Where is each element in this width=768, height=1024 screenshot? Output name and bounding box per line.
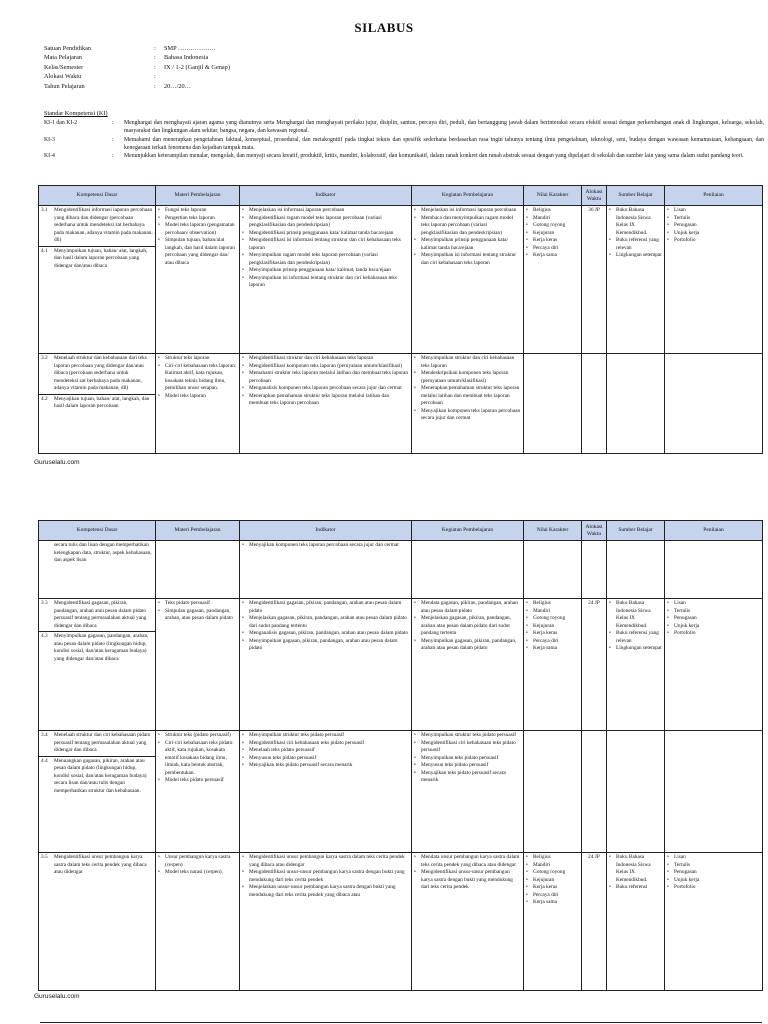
kd-number: 3.3 xyxy=(41,600,48,606)
penilaian-item: • Tertulis xyxy=(667,608,760,616)
cell-materi xyxy=(156,853,240,991)
materi-item: • Model teks pidato persuasif xyxy=(158,777,237,785)
kegiatan-list xyxy=(414,854,521,892)
column-header-nilai-karakter: Nilai Karakter xyxy=(524,521,582,541)
cell-nilai-karakter xyxy=(524,354,582,454)
syllabus-table-1 xyxy=(38,185,763,454)
ki-row: KI-3 : Memahami dan menerapkan pengetahuan faktual, konseptual, prosedural, dan metakognitif pada tingkat teknis dan spesifik sederhana berdasarkan rasa ingin tahunya tentang ilmu pengetahuan, teknologi, seni, budaya dengan wawasan kemanusiaan, kebangsaan, dan kenegaraan terkait fenomena dan kejadian tampak mata. xyxy=(44,136,764,151)
nilai-item: • Kerja sama xyxy=(526,899,579,907)
kegiatan-item: • Menyimpulkan prinsip penggunaan kata/ kalimat tanda baca/ejaan xyxy=(414,237,521,252)
penilaian-item: • Unjuk kerja xyxy=(667,877,760,885)
kd-item xyxy=(39,853,155,878)
indikator-item: • Menyimpulkan gagasan, pikiran, pandangan, arahan atau pesan dalam pidato xyxy=(242,638,409,653)
cell-sumber-belajar xyxy=(607,853,665,991)
kd-item xyxy=(39,247,155,272)
indikator-item: • Menyimpulkan ragam model teks laporan percobaan (variasi pengklasifikasian dan pendeskripsian) xyxy=(242,252,409,267)
kegiatan-item: • Mengidentifikasi ciri kebahasaan teks pidato persuasif xyxy=(414,740,521,755)
indikator-item: • Menjelaskan isi informasi laporan percobaan xyxy=(242,207,409,215)
meta-value: Bahasa Indonesia xyxy=(164,54,209,62)
sumber-item: • Buku referensi xyxy=(609,884,662,892)
indikator-list xyxy=(242,600,409,653)
table-header-row xyxy=(39,521,763,541)
indikator-list xyxy=(242,207,409,290)
penilaian-item: • Portofolio xyxy=(667,884,760,892)
indikator-item: • Mengidentifikasi ciri kebahasaan teks pidato persuasif xyxy=(242,740,409,748)
kegiatan-item: • Menyajikan komponen teks laporan percobaan secara jujur dan cermat xyxy=(414,408,521,423)
sumber-list xyxy=(609,854,662,892)
indikator-list xyxy=(242,355,409,408)
meta-value: IX / 1-2 (Ganjil & Genap) xyxy=(164,63,230,71)
kegiatan-item: • Mendata gagasan, pikiran, pandangan, arahan atau pesan dalam pidato xyxy=(414,600,521,615)
materi-item: • Teks pidato persuasif xyxy=(158,600,237,608)
kd-text: Menuangkan gagasan, pikiran, arahan atau pesan dalam pidato (lingkungan hidup, kondisi sosial, dan/atau keragaman budaya) secara lisan dan/atau tulis dengan memperhatikan struktur dan kebahasaan. xyxy=(54,757,147,794)
table-row xyxy=(39,354,763,454)
ki-text: Menghargai dan menghayati ajaran agama yang dianutnya serta Menghargai dan menghayati perilaku jujur, disiplin, santun, percaya diri, peduli, dan bertanggung jawab dalam berinteraksi secara efektif sesuai dengan perkembangan anak di lingkungan, keluarga, sekolah, masyarakat dan lingkungan alam sekitar, bangsa, negara, dan kawasan regional. xyxy=(124,120,764,135)
kegiatan-item: • Menjelaskan gagasan, pikiran, pandangan, arahan atau pesan dalam pidato dari sudut pandang tertentu xyxy=(414,615,521,638)
penilaian-item: • Lisan xyxy=(667,854,760,862)
column-header-alokasi-waktu: Alokasi Waktu xyxy=(582,521,607,541)
cell-kompetensi-dasar xyxy=(39,853,156,991)
indikator-item: • Menyusun teks pidato persuasif xyxy=(242,755,409,763)
penilaian-item: • Lisan xyxy=(667,207,760,215)
cell-alokasi-waktu xyxy=(582,731,607,853)
kd-number: 3.1 xyxy=(41,207,48,213)
column-header-alokasi-waktu: Alokasi Waktu xyxy=(582,186,607,206)
indikator-item: • Mengidentifikasi prinsip penggunaan kata/ kalimat tanda baca/ejaan xyxy=(242,230,409,238)
kd-text: Menelaah struktur dan kebahasaan dari teks laporan percobaan yang didengar dan/atau dibaca (percobaan sederhana untuk mendeteksi zat berbahaya pada makanan, adanya vitamin pada makanan, dll) xyxy=(54,355,147,391)
kegiatan-item: • Mengidentifikasi unsur-unsur pembangun karya sastra dengan bukti yang mendukung dari teks cerita pendek xyxy=(414,869,521,892)
cell-alokasi-waktu xyxy=(582,354,607,454)
meta-row: Tahun Pelajaran : 20…/20… xyxy=(44,82,191,90)
ki-label: KI-4 xyxy=(44,153,55,160)
indikator-item: • Mengidentifikasi unsur pembangun karya sastra dalam teks cerita pendek yang dibaca atau didengar xyxy=(242,854,409,869)
kd-number: 4.1 xyxy=(41,247,48,254)
nilai-item: • Kejujuran xyxy=(526,877,579,885)
table-row xyxy=(39,541,763,599)
bottom-rule xyxy=(40,1022,762,1023)
kegiatan-list xyxy=(414,600,521,653)
cell-sumber-belajar xyxy=(607,599,665,731)
column-header-materi: Materi Pembelajaran xyxy=(156,186,240,206)
column-header-materi: Materi Pembelajaran xyxy=(156,521,240,541)
penilaian-list xyxy=(667,854,760,892)
kegiatan-item: • Menyimpulkan struktur teks pidato persuasif xyxy=(414,732,521,740)
kd-item xyxy=(39,206,155,247)
nilai-list xyxy=(526,854,579,907)
kegiatan-item: • Menyimpulkan teks pidato persuasif xyxy=(414,755,521,763)
sumber-list xyxy=(609,207,662,260)
cell-kompetensi-dasar xyxy=(39,599,156,731)
penilaian-item: • Tertulis xyxy=(667,862,760,870)
indikator-item: • Menelaah teks pidato persuasif xyxy=(242,747,409,755)
cell-kegiatan xyxy=(412,599,524,731)
cell-materi xyxy=(156,541,240,599)
kd-number: 3.4 xyxy=(41,732,48,738)
meta-label: Tahun Pelajaran xyxy=(44,82,85,90)
kegiatan-item: • Menyusun teks pidato persuasif xyxy=(414,762,521,770)
indikator-item: • Menyajikan teks pidato persuasif secara menarik xyxy=(242,762,409,770)
cell-kompetensi-dasar xyxy=(39,206,156,354)
standar-heading: Standar Kompetensi (KI) xyxy=(44,110,108,117)
cell-sumber-belajar xyxy=(607,541,665,599)
meta-row: Kelas/Semester : IX / 1-2 (Ganjil & Genap) xyxy=(44,63,230,71)
cell-sumber-belajar xyxy=(607,354,665,454)
cell-sumber-belajar xyxy=(607,206,665,354)
materi-list xyxy=(158,600,237,623)
kd-number: 4.2 xyxy=(41,395,48,402)
syllabus-table-2 xyxy=(38,520,763,991)
penilaian-list xyxy=(667,600,760,638)
cell-nilai-karakter xyxy=(524,599,582,731)
nilai-item: • Kejujuran xyxy=(526,623,579,631)
cell-penilaian xyxy=(665,206,763,354)
ki-row: KI-4 : Menunjukkan keterampilan menalar, mengolah, dan menyaji secara kreatif, produktif, kritis, mandiri, kolaboratif, dan komunikatif, dalam ranah konkret dan ranah abstrak sesuai dengan yang dipelajari di sekolah dan sumber lain yang sama dalam sudut pandang teori. xyxy=(44,152,764,160)
cell-penilaian xyxy=(665,853,763,991)
cell-indikator xyxy=(240,541,412,599)
footer-watermark: Guruselalu.com xyxy=(34,993,80,1000)
nilai-item: • Kerja sama xyxy=(526,252,579,260)
cell-materi xyxy=(156,731,240,853)
meta-row: Satuan Pendidikan : SMP ……………… xyxy=(44,45,216,52)
kegiatan-item: • Menyajikan teks pidato persuasif secara menarik xyxy=(414,770,521,785)
cell-alokasi-waktu: 24 JP xyxy=(582,599,607,731)
meta-row: Alokasi Waktu : xyxy=(44,73,156,81)
ki-row: KI-1 dan KI-2 : Menghargai dan menghayati ajaran agama yang dianutnya serta Menghargai dan menghayati perilaku jujur, disiplin, santun, percaya diri, peduli, dan bertanggung jawab dalam berinteraksi secara efektif sesuai dengan perkembangan anak di lingkungan, keluarga, sekolah, masyarakat dan lingkungan alam sekitar, bangsa, negara, dan kawasan regional. xyxy=(44,120,764,135)
kd-number: 3.5 xyxy=(41,854,48,860)
kegiatan-list xyxy=(414,732,521,785)
footer-watermark: Guruselalu.com xyxy=(34,459,80,466)
kd-text: Menelaah struktur dan ciri kebahasaan pidato persuasif tentang permasalahan aktual yang didengar dan dibaca xyxy=(54,732,151,753)
nilai-list xyxy=(526,207,579,260)
cell-nilai-karakter xyxy=(524,853,582,991)
kd-text: Mengidentifikasi informasi laporan percobaan yang dibaca dan didengar (percobaan sederhana untuk mendeteksi zat berbahaya pada makanan, adanya vitamin pada makanan, dll) xyxy=(54,207,153,243)
kd-item xyxy=(39,757,155,797)
indikator-item: • Memahami struktur teks laporan melalui latihan dan membuat teks laporan percobaan xyxy=(242,370,409,385)
nilai-item: • Mandiri xyxy=(526,862,579,870)
cell-penilaian xyxy=(665,354,763,454)
indikator-item: • Mengidentifikasi struktur dan ciri kebahasaan teks laporan xyxy=(242,355,409,363)
cell-penilaian xyxy=(665,541,763,599)
cell-indikator xyxy=(240,354,412,454)
indikator-item: • Mengidentifikasi unsur-unsur pembangun karya sastra dengan bukti yang mendukung dari teks cerita pendek xyxy=(242,869,409,884)
penilaian-list xyxy=(667,207,760,245)
column-header-indikator: Indikator xyxy=(240,186,412,206)
penilaian-item: • Portofolio xyxy=(667,237,760,245)
materi-list xyxy=(158,355,237,400)
nilai-item: • Kerja keras xyxy=(526,237,579,245)
meta-label: Kelas/Semester xyxy=(44,63,84,71)
sumber-item: • Buku Bahasa Indonesia Siswa Kelas IX Kemendikbud. xyxy=(609,854,662,884)
nilai-item: • Religius xyxy=(526,600,579,608)
kd-item xyxy=(39,354,155,395)
kegiatan-item: • Menerapkan pemahaman struktur teks laporan melalui latihan dan membuat teks laporan percobaan xyxy=(414,385,521,408)
cell-nilai-karakter xyxy=(524,206,582,354)
kegiatan-list xyxy=(414,355,521,423)
materi-item: • Fungsi teks laporan xyxy=(158,207,237,215)
cell-nilai-karakter xyxy=(524,541,582,599)
table-header-row xyxy=(39,186,763,206)
table-row xyxy=(39,853,763,991)
column-header-penilaian: Penilaian xyxy=(665,186,763,206)
kd-text: Menyajikan tujuan, bahan/ alat, langkah, dan hasil dalam laporan percobaan xyxy=(54,395,150,409)
table-row xyxy=(39,599,763,731)
cell-kegiatan xyxy=(412,206,524,354)
column-header-nilai-karakter: Nilai Karakter xyxy=(524,186,582,206)
materi-item: • Ciri-ciri kebahasaan teks laporan: Kalimat aktif, kata rujukan, kosakata teknis bidang ilmu, pemilihan unsur serapan. xyxy=(158,363,237,393)
nilai-item: • Mandiri xyxy=(526,215,579,223)
cell-kegiatan xyxy=(412,853,524,991)
sumber-item: • Lingkungan setempat xyxy=(609,645,662,653)
nilai-item: • Kerja keras xyxy=(526,630,579,638)
nilai-item: • Gotong royong xyxy=(526,615,579,623)
cell-kegiatan xyxy=(412,354,524,454)
nilai-item: • Gotong royong xyxy=(526,222,579,230)
indikator-list xyxy=(242,732,409,770)
sumber-item: • Buku Bahasa Indonesia Siswa Kelas IX Kemendikbud. xyxy=(609,207,662,237)
nilai-item: • Kerja keras xyxy=(526,884,579,892)
column-header-indikator: Indikator xyxy=(240,521,412,541)
nilai-item: • Kerja sama xyxy=(526,645,579,653)
kegiatan-item: • Membaca dan menyimpulkan ragam model teks laporan percobaan (variasi pengklasifikasian dan pendeskripsian) xyxy=(414,215,521,238)
indikator-item: • Mengidentifikasi isi informasi tentang struktur dan ciri kebahasaan teks laporan xyxy=(242,237,409,252)
cell-indikator xyxy=(240,853,412,991)
column-header-kompetensi-dasar: Kompetensi Dasar xyxy=(39,521,156,541)
kegiatan-list xyxy=(414,207,521,267)
meta-label: Mata Pelajaran xyxy=(44,54,82,62)
indikator-item: • Menganalisis gagasan, pikiran, pandangan, arahan atau pesan dalam pidato xyxy=(242,630,409,638)
cell-nilai-karakter xyxy=(524,731,582,853)
indikator-list xyxy=(242,542,409,550)
column-header-kegiatan: Kegiatan Pembelajaran xyxy=(412,521,524,541)
kd-item xyxy=(39,541,155,566)
column-header-penilaian: Penilaian xyxy=(665,521,763,541)
cell-indikator xyxy=(240,206,412,354)
cell-alokasi-waktu: 24 JP xyxy=(582,853,607,991)
column-header-sumber-belajar: Sumber Belajar xyxy=(607,186,665,206)
cell-materi xyxy=(156,206,240,354)
indikator-item: • Menjelaskan unsur-unsur pembangun karya sastra dengan bukti yang mendukung dari teks cerita pendek yang dibaca atau xyxy=(242,884,409,899)
kd-text: secara tulis dan lisan dengan memperhatikan kelengkapan data, struktur, aspek kebahasaan, dan aspek lisan xyxy=(54,542,152,563)
cell-sumber-belajar xyxy=(607,731,665,853)
penilaian-item: • Tertulis xyxy=(667,215,760,223)
kd-text: Menyimpulkan tujuan, bahan/ alat, langkah, dan hasil dalam laporan percobaan yang didengar dan/atau dibaca xyxy=(54,247,148,269)
materi-item: • Struktur teks laporan xyxy=(158,355,237,363)
cell-indikator xyxy=(240,731,412,853)
meta-value: 20…/20… xyxy=(164,82,191,90)
nilai-item: • Percaya diri xyxy=(526,638,579,646)
cell-materi xyxy=(156,599,240,731)
table-row xyxy=(39,731,763,853)
sumber-item: • Buku Bahasa Indonesia Siswa Kelas IX Kemendikbud. xyxy=(609,600,662,630)
nilai-item: • Gotong royong xyxy=(526,869,579,877)
nilai-item: • Religius xyxy=(526,207,579,215)
ki-text: Menunjukkan keterampilan menalar, mengolah, dan menyaji secara kreatif, produktif, kritis, mandiri, kolaboratif, dan komunikatif, dalam ranah konkret dan ranah abstrak sesuai dengan yang dipelajari di sekolah dan sumber lain yang sama dalam sudut pandang teori. xyxy=(124,153,744,160)
nilai-item: • Religius xyxy=(526,854,579,862)
cell-indikator xyxy=(240,599,412,731)
kd-number: 4.4 xyxy=(41,757,48,764)
sumber-item: • Lingkungan setempat xyxy=(609,252,662,260)
materi-item: • Simpulan tujuan, bahan/alat langkah, dan hasil dalam laporan percobaan yang didengar dan/ atau dibaca xyxy=(158,237,237,267)
kd-item xyxy=(39,599,155,632)
page-title: SILABUS xyxy=(354,20,414,35)
sumber-item: • Buku referensi yang relevan xyxy=(609,237,662,252)
cell-alokasi-waktu xyxy=(582,541,607,599)
cell-kompetensi-dasar xyxy=(39,731,156,853)
kd-item xyxy=(39,731,155,757)
ki-text: Memahami dan menerapkan pengetahuan faktual, konseptual, prosedural, dan metakognitif pada tingkat teknis dan spesifik sederhana berdasarkan rasa ingin tahunya tentang ilmu pengetahuan, teknologi, seni, budaya dengan wawasan kemanusiaan, kebangsaan, dan kenegaraan terkait fenomena dan kejadian tampak mata. xyxy=(124,136,764,151)
kegiatan-item: • Mendata unsur pembangun karya sastra dalam teks cerita pendek yang dibaca atau didengar xyxy=(414,854,521,869)
indikator-item: • Mengidentifikasi komponen teks laporan (pernyataan umum/klasifikasi) xyxy=(242,363,409,371)
kd-item xyxy=(39,632,155,664)
penilaian-item: • Lisan xyxy=(667,600,760,608)
kd-text: Mengidentifikasi unsur pembangun karya sastra dalam teks cerita pendek yang dibaca atau didengar xyxy=(54,854,147,875)
indikator-item: • Menyimpulkan struktur teks pidato persuasif xyxy=(242,732,409,740)
table-row xyxy=(39,206,763,354)
cell-kegiatan xyxy=(412,731,524,853)
sumber-item: • Buku referensi yang relevan xyxy=(609,630,662,645)
kd-text: Mengidentifikasi gagasan, pikiran, pandangan, arahan atau pesan dalam pidato persuasif tentang permasalahan aktual yang didengar dan dibaca xyxy=(54,600,147,629)
indikator-item: • Menjelaskan gagasan, pikiran, pandangan, arahan atau pesan dalam pidato dari sudut pandang tertentu xyxy=(242,615,409,630)
ki-label: KI-1 dan KI-2 xyxy=(44,120,78,127)
kd-number: 3.2 xyxy=(41,355,48,361)
meta-row: Mata Pelajaran : Bahasa Indonesia xyxy=(44,54,209,62)
kegiatan-item: • Menyimpulkan isi informasi tentang struktur dan ciri kebahasaan teks laporan xyxy=(414,252,521,267)
indikator-item: • Mengidentifikasi gagasan, pikiran, pandangan, arahan atau pesan dalam pidato xyxy=(242,600,409,615)
column-header-sumber-belajar: Sumber Belajar xyxy=(607,521,665,541)
kd-item xyxy=(39,395,155,412)
indikator-item: • Mengidentifikasi ragam model teks laporan percobaan (variasi pengklasifikasian dan pendeskripsian) xyxy=(242,215,409,230)
cell-materi xyxy=(156,354,240,454)
sumber-list xyxy=(609,600,662,653)
cell-kompetensi-dasar xyxy=(39,541,156,599)
penilaian-item: • Portofolio xyxy=(667,630,760,638)
meta-value: SMP ……………… xyxy=(164,45,216,52)
materi-list xyxy=(158,732,237,785)
nilai-item: • Percaya diri xyxy=(526,892,579,900)
indikator-list xyxy=(242,854,409,899)
kegiatan-item: • Menyimpulkan gagasan, pikiran, pandangan, arahan atau pesan dalam pidato xyxy=(414,638,521,653)
indikator-item: • Menyimpulkan isi informasi tentang struktur dan ciri kebahasaan teks laporan xyxy=(242,275,409,290)
penilaian-item: • Penugasan xyxy=(667,869,760,877)
cell-alokasi-waktu: 36 JP xyxy=(582,206,607,354)
penilaian-item: • Penugasan xyxy=(667,615,760,623)
column-header-kegiatan: Kegiatan Pembelajaran xyxy=(412,186,524,206)
cell-kompetensi-dasar xyxy=(39,354,156,454)
cell-kegiatan xyxy=(412,541,524,599)
meta-label: Satuan Pendidikan xyxy=(44,45,92,52)
penilaian-item: • Penugasan xyxy=(667,222,760,230)
materi-item: • Ciri-ciri kebahasaan teks pidato: aktif, kata rujukan, kosakata emotif kosakata bidang ilmu, ilmiah, kata bentuk abstrak, pembentukan. xyxy=(158,740,237,778)
nilai-list xyxy=(526,600,579,653)
nilai-item: • Kejujuran xyxy=(526,230,579,238)
cell-penilaian xyxy=(665,599,763,731)
penilaian-item: • Unjuk kerja xyxy=(667,623,760,631)
materi-list xyxy=(158,207,237,267)
meta-label: Alokasi Waktu xyxy=(44,73,82,81)
nilai-item: • Mandiri xyxy=(526,608,579,616)
materi-item: • Unsur pembangun karya sastra (cerpen) xyxy=(158,854,237,869)
standar-kompetensi xyxy=(44,110,764,160)
materi-item: • Model teks narasi (cerpen). xyxy=(158,869,237,877)
indikator-item: • Menyimpulkan prinsip penggunaan kata/ kalimat, tanda baca/ejaan xyxy=(242,267,409,275)
materi-item: • Pengertian teks laporan xyxy=(158,215,237,223)
kegiatan-item: • Mendeskripsikan komponen teks laporan (pernyataan umum/klasifikasi) xyxy=(414,370,521,385)
indikator-item: • Menerapkan pemahaman struktur teks laporan melalui latihan dan membuat teks laporan percobaan xyxy=(242,393,409,408)
kegiatan-item: • Menjelaskan isi informasi laporan percobaan xyxy=(414,207,521,215)
kd-number xyxy=(41,542,54,565)
penilaian-item: • Unjuk kerja xyxy=(667,230,760,238)
indikator-item: • Menyajikan komponen teks laporan percobaan secara jujur dan cermat xyxy=(242,542,409,550)
ki-label: KI-3 xyxy=(44,136,55,143)
kd-number: 4.3 xyxy=(41,633,48,639)
cell-penilaian xyxy=(665,731,763,853)
indikator-item: • Menganalisis komponen teks laporan percobaan secara jujur dan cermat xyxy=(242,385,409,393)
materi-list xyxy=(158,854,237,877)
kd-text: Menyimpulkan gagasan, pandangan, arahan, atau pesan dalam pidato (lingkungan hidup, kondisi sosial, dan/atau keragaman budaya) yang didengar dan/atau dibaca xyxy=(54,633,149,662)
materi-item: • Model teks laporan (pengamatan percobaan/ observation) xyxy=(158,222,237,237)
kegiatan-item: • Menyimpulkan struktur dan ciri kebahasaan teks laporan xyxy=(414,355,521,370)
column-header-kompetensi-dasar: Kompetensi Dasar xyxy=(39,186,156,206)
materi-item: • Simpulan gagasan, pandangan, arahan, atau pesan dalam pidato xyxy=(158,608,237,623)
materi-item: • Struktur teks (pidato persuasif) xyxy=(158,732,237,740)
nilai-item: • Percaya diri xyxy=(526,245,579,253)
identity-block xyxy=(44,44,230,91)
materi-item: • Model teks laporan xyxy=(158,393,237,401)
